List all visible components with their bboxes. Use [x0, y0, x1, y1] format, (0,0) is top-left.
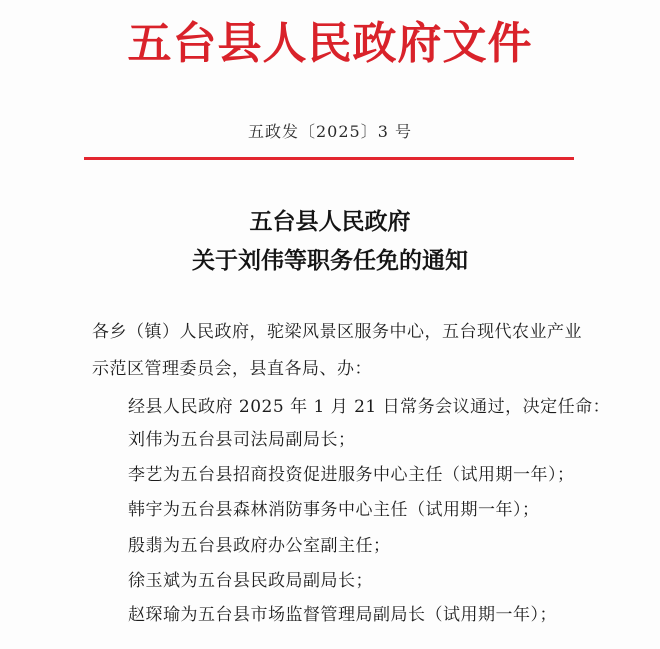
decision-paragraph: 经县人民政府 2025 年 1 月 21 日常务会议通过，决定任命： [128, 397, 611, 417]
addressee-line-1: 各乡（镇）人民政府，驼梁风景区服务中心，五台现代农业产业 [92, 322, 582, 342]
document-masthead: 五台县人民政府文件 [127, 18, 533, 69]
appointment-item: 李艺为五台县招商投资促进服务中心主任（试用期一年）； [128, 465, 575, 485]
notice-title-line-1: 五台县人民政府 [249, 208, 411, 235]
appointment-item: 刘伟为五台县司法局副局长； [128, 430, 356, 450]
addressee-line-2: 示范区管理委员会，县直各局、办： [92, 359, 372, 379]
red-divider-line [84, 157, 574, 160]
appointment-item: 徐玉斌为五台县民政局副局长； [128, 571, 373, 591]
appointment-item: 赵琛瑜为五台县市场监督管理局副局长（试用期一年）； [128, 605, 557, 625]
document-number: 五政发〔2025〕3 号 [248, 122, 412, 141]
notice-title-line-2: 关于刘伟等职务任免的通知 [192, 247, 468, 274]
appointment-item: 殷翡为五台县政府办公室副主任； [128, 536, 391, 556]
appointment-item: 韩宇为五台县森林消防事务中心主任（试用期一年）； [128, 500, 540, 520]
